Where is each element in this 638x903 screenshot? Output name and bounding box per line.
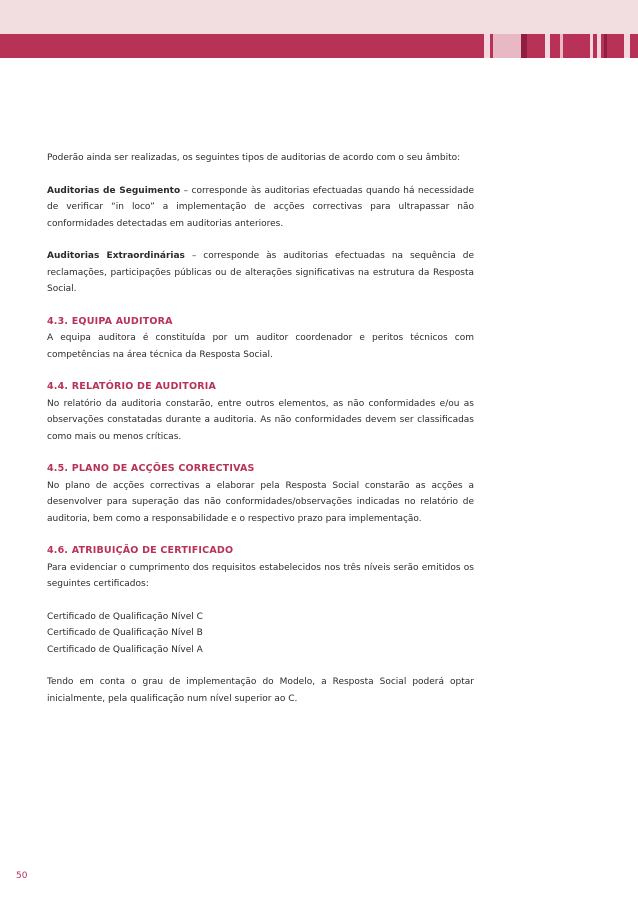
header-bar [0, 34, 638, 58]
header-stripe [604, 34, 607, 58]
section-text-relatorio: No relatório da auditoria constarão, entre outros elementos, as não conformidades e/ou as observações constatadas durante a auditoria. As não conformidades devem ser classificadas como mais ou menos críticas. [47, 398, 474, 442]
section-heading-relatorio: 4.4. RELATÓRIO DE AUDITORIA [47, 381, 217, 392]
closing-paragraph: Tendo em conta o grau de implementação do Modelo, a Resposta Social poderá optar inicialmente, pela qualificação num nível superior ao C. [47, 677, 474, 704]
audit-type-description: – corresponde às auditorias efectuadas quando há necessidade de verificar “in loco” a implementação de acções correctivas para ultrapassar não conformidades detectadas em auditorias anteriores. [47, 185, 474, 229]
audit-type-description: – corresponde às auditorias efectuadas na sequência de reclamações, participações públicas ou de alterações significativas na estrutura da Resposta Social. [47, 251, 474, 294]
header-stripe [560, 34, 563, 58]
certificate-item: Certificado de Qualificação Nível B [47, 628, 203, 638]
header-stripe [493, 34, 521, 58]
header-stripe [590, 34, 593, 58]
section-text-equipa-auditora: A equipa auditora é constituída por um auditor coordenador e peritos técnicos com competências na área técnica da Resposta Social. [47, 333, 474, 360]
section-text-plano-accoes: No plano de acções correctivas a elaborar pela Resposta Social constarão as acções a desenvolver para superação das não conformidades/observações indicadas no relatório de auditoria, bem como a responsabilidade e o respectivo prazo para implementação. [47, 480, 474, 524]
page-number: 50 [16, 871, 28, 881]
header-stripe [624, 34, 630, 58]
header-stripe [521, 34, 527, 58]
section-heading-certificado: 4.6. ATRIBUIÇÃO DE CERTIFICADO [47, 545, 234, 556]
section-heading-plano-accoes: 4.5. PLANO DE ACÇÕES CORRECTIVAS [47, 463, 255, 474]
header-stripe [545, 34, 550, 58]
audit-type-extraordinarias [47, 248, 474, 298]
audit-type-seguimento [47, 183, 474, 233]
header-stripe [484, 34, 490, 58]
header-top-band [0, 0, 638, 34]
header-stripe [597, 34, 601, 58]
page-content [47, 150, 474, 723]
section-text-certificado: Para evidenciar o cumprimento dos requisitos estabelecidos nos três níveis serão emitidos os seguintes certificados: [47, 562, 474, 589]
certificate-item: Certificado de Qualificação Nível C [47, 611, 203, 622]
audit-type-label: Auditorias Extraordinárias [47, 251, 185, 261]
certificate-item: Certificado de Qualificação Nível A [47, 644, 203, 655]
certificate-list [47, 609, 474, 659]
intro-paragraph: Poderão ainda ser realizadas, os seguintes tipos de auditorias de acordo com o seu âmbito: [47, 153, 461, 163]
audit-type-label: Auditorias de Seguimento [47, 185, 181, 196]
section-heading-equipa-auditora: 4.3. EQUIPA AUDITORA [47, 315, 173, 327]
